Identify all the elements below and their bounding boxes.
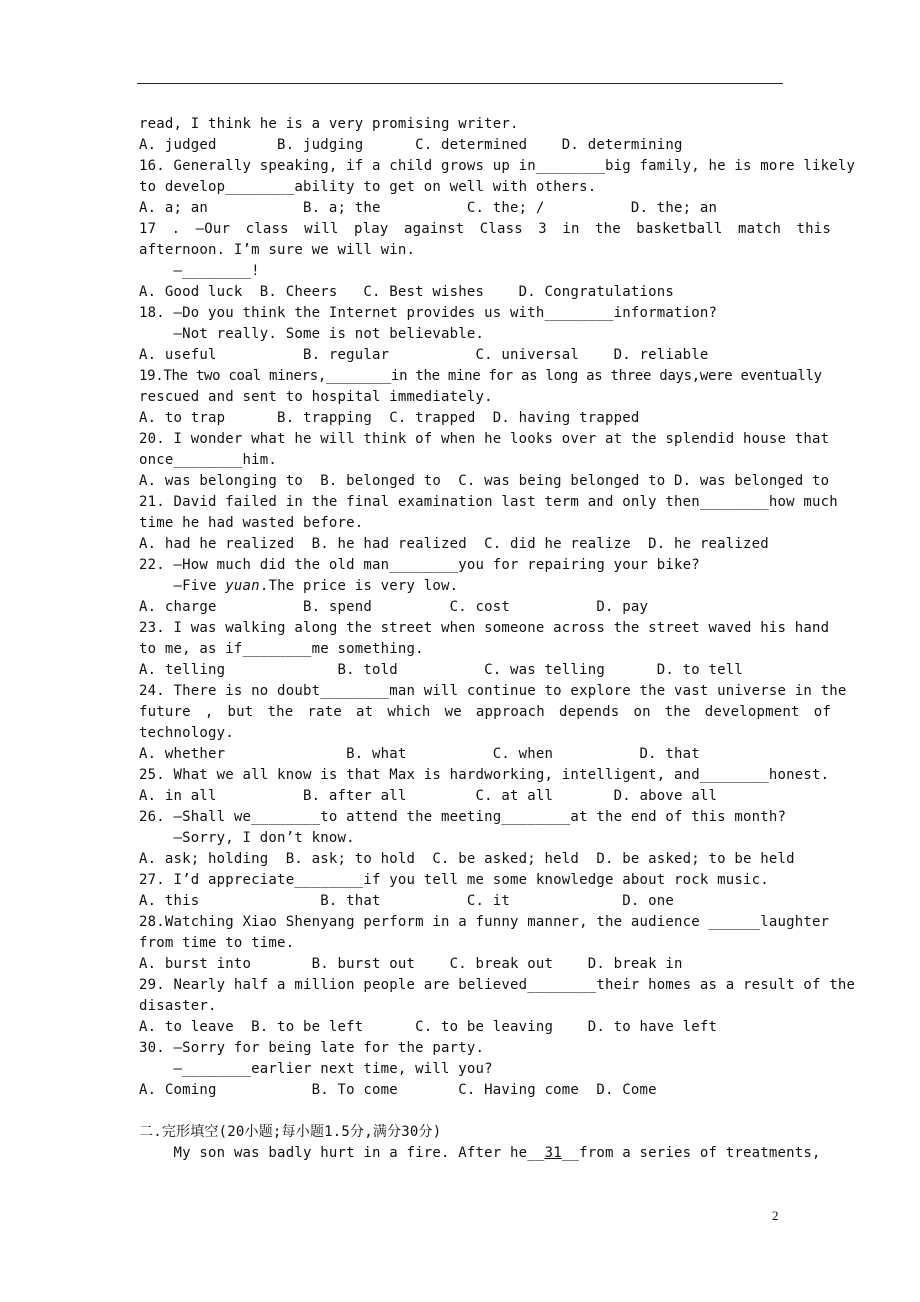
- text-line: time he had wasted before.: [139, 515, 364, 531]
- question-23: 23. I was walking along the street when someone across the street waved his hand: [139, 620, 830, 636]
- options-26: A. ask; holding B. ask; to hold C. be asked; held D. be asked; to be held: [139, 851, 795, 867]
- text-segment: —Five: [139, 578, 226, 594]
- text-line: rescued and sent to hospital immediately.: [139, 389, 493, 405]
- text-line: —Sorry, I don’t know.: [139, 830, 355, 846]
- text-line: once________him.: [139, 452, 278, 468]
- text-line: —________earlier next time, will you?: [139, 1061, 493, 1077]
- question-24: 24. There is no doubt________man will continue to explore the vast universe in the: [139, 683, 847, 699]
- text-line: future , but the rate at which we approach depends on the development of: [139, 704, 831, 720]
- options-25: A. in all B. after all C. at all D. above all: [139, 788, 718, 804]
- options-17: A. Good luck B. Cheers C. Best wishes D. Congratulations: [139, 284, 674, 300]
- text-line: disaster.: [139, 998, 217, 1014]
- text-segment: __from a series of treatments,: [561, 1145, 821, 1161]
- question-27: 27. I’d appreciate________if you tell me some knowledge about rock music.: [139, 872, 769, 888]
- section-heading: 二.完形填空(20小题;每小题1.5分,满分30分): [139, 1124, 442, 1140]
- options-18: A. useful B. regular C. universal D. reliable: [139, 347, 709, 363]
- spacer: [139, 1101, 831, 1122]
- blank-31: 31: [544, 1145, 562, 1161]
- options-22: A. charge B. spend C. cost D. pay: [139, 599, 649, 615]
- exam-text: [139, 114, 856, 1164]
- question-30: 30. —Sorry for being late for the party.: [139, 1040, 485, 1056]
- text-line: to develop________ability to get on well with others.: [139, 179, 597, 195]
- header-rule: [137, 83, 783, 84]
- question-19: 19.The two coal miners,________in the mine for as long as three days,were eventually: [139, 368, 822, 384]
- text-line: [139, 576, 831, 597]
- question-21: 21. David failed in the final examination last term and only then________how much: [139, 494, 838, 510]
- question-25: 25. What we all know is that Max is hardworking, intelligent, and________honest.: [139, 767, 830, 783]
- question-22: 22. —How much did the old man________you for repairing your bike?: [139, 557, 700, 573]
- text-line: afternoon. I’m sure we will win.: [139, 242, 416, 258]
- question-16: 16. Generally speaking, if a child grows up in________big family, he is more likely: [139, 158, 856, 174]
- question-20: 20. I wonder what he will think of when he looks over at the splendid house that: [139, 431, 830, 447]
- text-line: —Not really. Some is not believable.: [139, 326, 485, 342]
- text-line: technology.: [139, 725, 234, 741]
- text-line: to me, as if________me something.: [139, 641, 424, 657]
- question-18: 18. —Do you think the Internet provides us with________information?: [139, 305, 718, 321]
- options-27: A. this B. that C. it D. one: [139, 893, 674, 909]
- options-23: A. telling B. told C. was telling D. to tell: [139, 662, 744, 678]
- question-17: 17 . —Our class will play against Class 3 in the basketball match this: [139, 221, 831, 237]
- options-24: A. whether B. what C. when D. that: [139, 746, 700, 762]
- text-segment: .The price is very low.: [259, 578, 459, 594]
- question-29: 29. Nearly half a million people are believed________their homes as a result of the: [139, 977, 856, 993]
- text-line: read, I think he is a very promising writer.: [139, 116, 519, 132]
- question-28: 28.Watching Xiao Shenyang perform in a funny manner, the audience ______laughter: [139, 914, 830, 930]
- options-29: A. to leave B. to be left C. to be leaving D. to have left: [139, 1019, 718, 1035]
- text-line: —________!: [139, 263, 260, 279]
- italic-word: yuan: [225, 578, 260, 594]
- options-28: A. burst into B. burst out C. break out D. break in: [139, 956, 683, 972]
- options-20: A. was belonging to B. belonged to C. was being belonged to D. was belonged to: [139, 473, 830, 489]
- options-19: A. to trap B. trapping C. trapped D. having trapped: [139, 410, 640, 426]
- cloze-passage-line: [139, 1143, 831, 1164]
- text-segment: My son was badly hurt in a fire. After he__: [139, 1145, 545, 1161]
- options-16: A. a; an B. a; the C. the; / D. the; an: [139, 200, 718, 216]
- options-21: A. had he realized B. he had realized C. did he realize D. he realized: [139, 536, 769, 552]
- text-line: from time to time.: [139, 935, 295, 951]
- question-26: 26. —Shall we________to attend the meeting________at the end of this month?: [139, 809, 787, 825]
- options-15: A. judged B. judging C. determined D. determining: [139, 137, 683, 153]
- page-number: 2: [772, 1208, 779, 1223]
- options-30: A. Coming B. To come C. Having come D. Come: [139, 1082, 657, 1098]
